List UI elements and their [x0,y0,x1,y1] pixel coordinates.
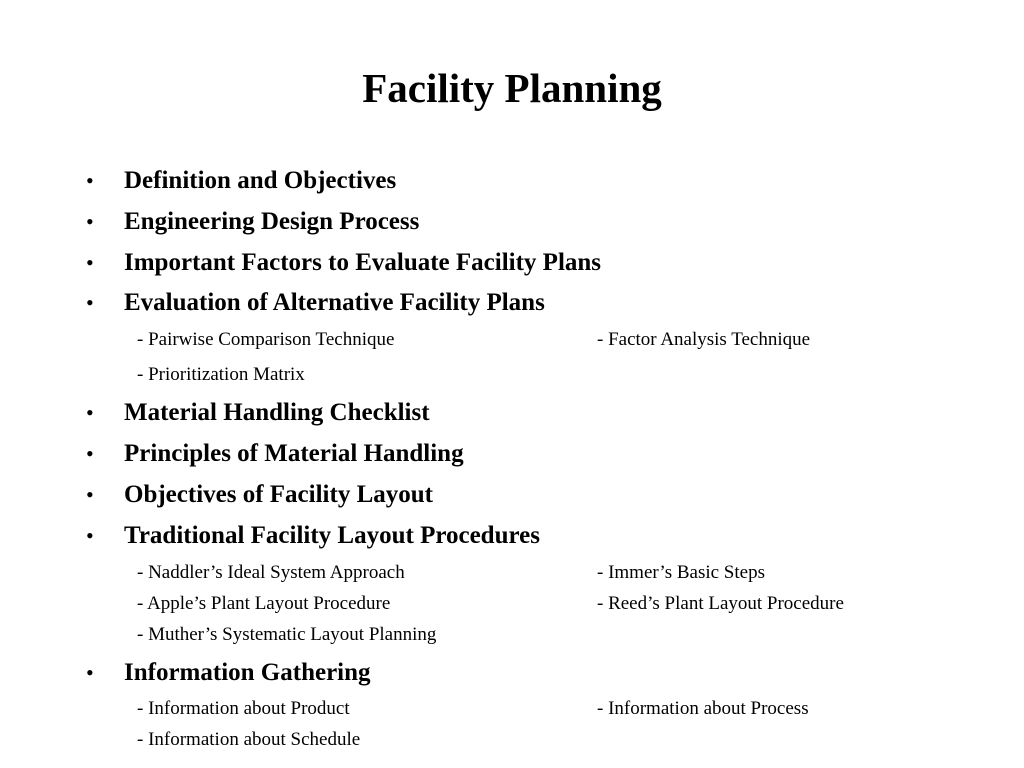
bullet-item-info-gathering [86,658,371,688]
bullet-icon: • [86,660,94,685]
bullet-icon: • [86,290,94,315]
bullet-text: Principles of Material Handling [124,440,464,467]
bullet-item-evaluation [86,288,545,318]
sub-item-factor-analysis: - Factor Analysis Technique [597,329,811,350]
sub-item-apple: - Apple’s Plant Layout Procedure [137,593,391,614]
bullet-text: Evaluation of Alternative Facility Plans [124,289,545,316]
bullet-icon: • [86,400,94,425]
bullet-text: Objectives of Facility Layout [124,481,433,508]
sub-item-row [137,328,1007,352]
bullet-text: Information Gathering [124,659,371,686]
bullet-item-engineering [86,207,419,237]
bullet-icon: • [86,250,94,275]
bullet-icon: • [86,168,94,193]
sub-item-naddler: - Naddler’s Ideal System Approach [137,562,405,583]
bullet-item-objectives-layout [86,480,433,510]
sub-item-process: - Information about Process [597,698,809,719]
bullet-text: Material Handling Checklist [124,399,430,426]
sub-item-row [137,697,1007,721]
sub-item-pairwise: - Pairwise Comparison Technique [137,329,395,350]
bullet-item-important-factors [86,248,601,278]
sub-item-row [137,363,1007,387]
sub-item-immer: - Immer’s Basic Steps [597,562,765,583]
bullet-text: Traditional Facility Layout Procedures [124,522,540,549]
bullet-icon: • [86,209,94,234]
sub-item-row [137,728,1007,752]
sub-item-schedule: - Information about Schedule [137,729,361,750]
bullet-text: Engineering Design Process [124,208,420,235]
slide-title: Facility Planning [362,65,662,111]
sub-item-reed: - Reed’s Plant Layout Procedure [597,593,844,614]
sub-item-row [137,561,1007,585]
bullet-item-checklist [86,398,430,428]
sub-item-prioritization: - Prioritization Matrix [137,364,305,385]
bullet-item-traditional [86,521,540,551]
bullet-icon: • [86,441,94,466]
sub-item-product: - Information about Product [137,698,350,719]
bullet-text: Definition and Objectives [124,167,397,194]
bullet-icon: • [86,482,94,507]
sub-item-row [137,592,1007,616]
sub-item-muther: - Muther’s Systematic Layout Planning [137,624,437,645]
sub-item-row [137,623,1007,647]
bullet-item-principles [86,439,464,469]
bullet-text: Important Factors to Evaluate Facility Plans [124,249,602,276]
bullet-item-definition [86,166,396,196]
bullet-icon: • [86,523,94,548]
